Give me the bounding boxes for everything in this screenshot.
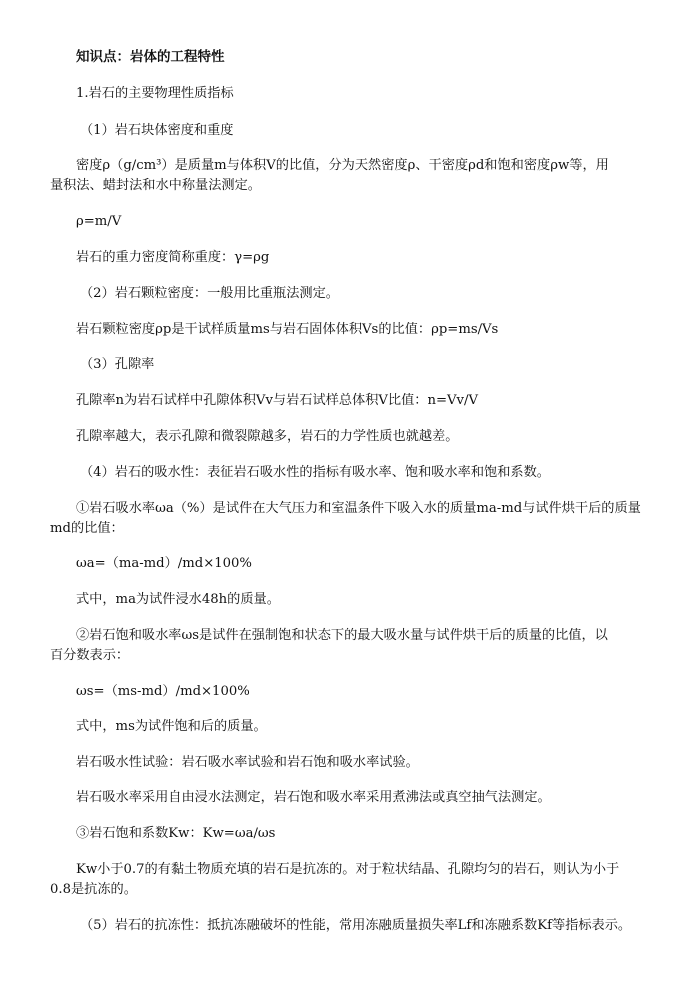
section-heading-1: 1.岩石的主要物理性质指标 <box>76 86 234 101</box>
doc-title: 知识点：岩体的工程特性 <box>76 49 225 65</box>
paragraph-density-line2: 量积法、蜡封法和水中称量法测定。 <box>50 178 261 193</box>
paragraph-unit-weight: 岩石的重力密度简称重度：γ=ρg <box>76 250 270 265</box>
paragraph-frost-line1: Kw小于0.7的有黏土物质充填的岩石是抗冻的。对于粒状结晶、孔隙均匀的岩石，则认为小于 <box>76 862 620 877</box>
subsection-4: （4）岩石的吸水性：表征岩石吸水性的指标有吸水率、饱和吸水率和饱和系数。 <box>80 465 550 480</box>
paragraph-porosity-effect: 孔隙率越大，表示孔隙和微裂隙越多，岩石的力学性质也就越差。 <box>76 429 459 444</box>
paragraph-frost-line2: 0.8是抗冻的。 <box>50 882 137 897</box>
paragraph-saturated-line2: 百分数表示： <box>50 648 130 663</box>
paragraph-test-methods: 岩石吸水率采用自由浸水法测定，岩石饱和吸水率采用煮沸法或真空抽气法测定。 <box>76 790 551 805</box>
paragraph-absorption-line2: md的比值： <box>50 521 124 536</box>
formula-absorption: ωa=（ma-md）/md×100% <box>76 556 252 571</box>
paragraph-density-line1: 密度ρ（g/cm³）是质量m与体积V的比值，分为天然密度ρ、干密度ρd和饱和密度ρw等，用 <box>76 158 609 173</box>
formula-density: ρ=m/V <box>76 214 122 229</box>
paragraph-saturated-line1: ②岩石饱和吸水率ωs是试件在强制饱和状态下的最大吸水量与试件烘干后的质量的比值，以 <box>76 628 608 643</box>
subsection-2: （2）岩石颗粒密度：一般用比重瓶法测定。 <box>80 286 339 301</box>
formula-saturated: ωs=（ms-md）/md×100% <box>76 684 250 699</box>
paragraph-porosity: 孔隙率n为岩石试样中孔隙体积Vv与岩石试样总体积V比值：n=Vv/V <box>76 393 478 408</box>
paragraph-saturation-coefficient: ③岩石饱和系数Kw：Kw=ωa/ωs <box>76 826 276 841</box>
paragraph-absorption-line1: ①岩石吸水率ωa（%）是试件在大气压力和室温条件下吸入水的质量ma-md与试件烘干后的质量 <box>76 501 641 516</box>
paragraph-absorption-tests: 岩石吸水性试验：岩石吸水率试验和岩石饱和吸水率试验。 <box>76 755 419 770</box>
subsection-3: （3）孔隙率 <box>80 357 155 372</box>
paragraph-saturated-note: 式中，ms为试件饱和后的质量。 <box>76 719 267 734</box>
subsection-5: （5）岩石的抗冻性：抵抗冻融破坏的性能，常用冻融质量损失率Lf和冻融系数Kf等指标表示。 <box>80 918 632 933</box>
paragraph-particle-density: 岩石颗粒密度ρp是干试样质量ms与岩石固体体积Vs的比值：ρp=ms/Vs <box>76 322 499 337</box>
paragraph-absorption-note: 式中，ma为试件浸水48h的质量。 <box>76 592 280 607</box>
subsection-1: （1）岩石块体密度和重度 <box>80 123 234 138</box>
